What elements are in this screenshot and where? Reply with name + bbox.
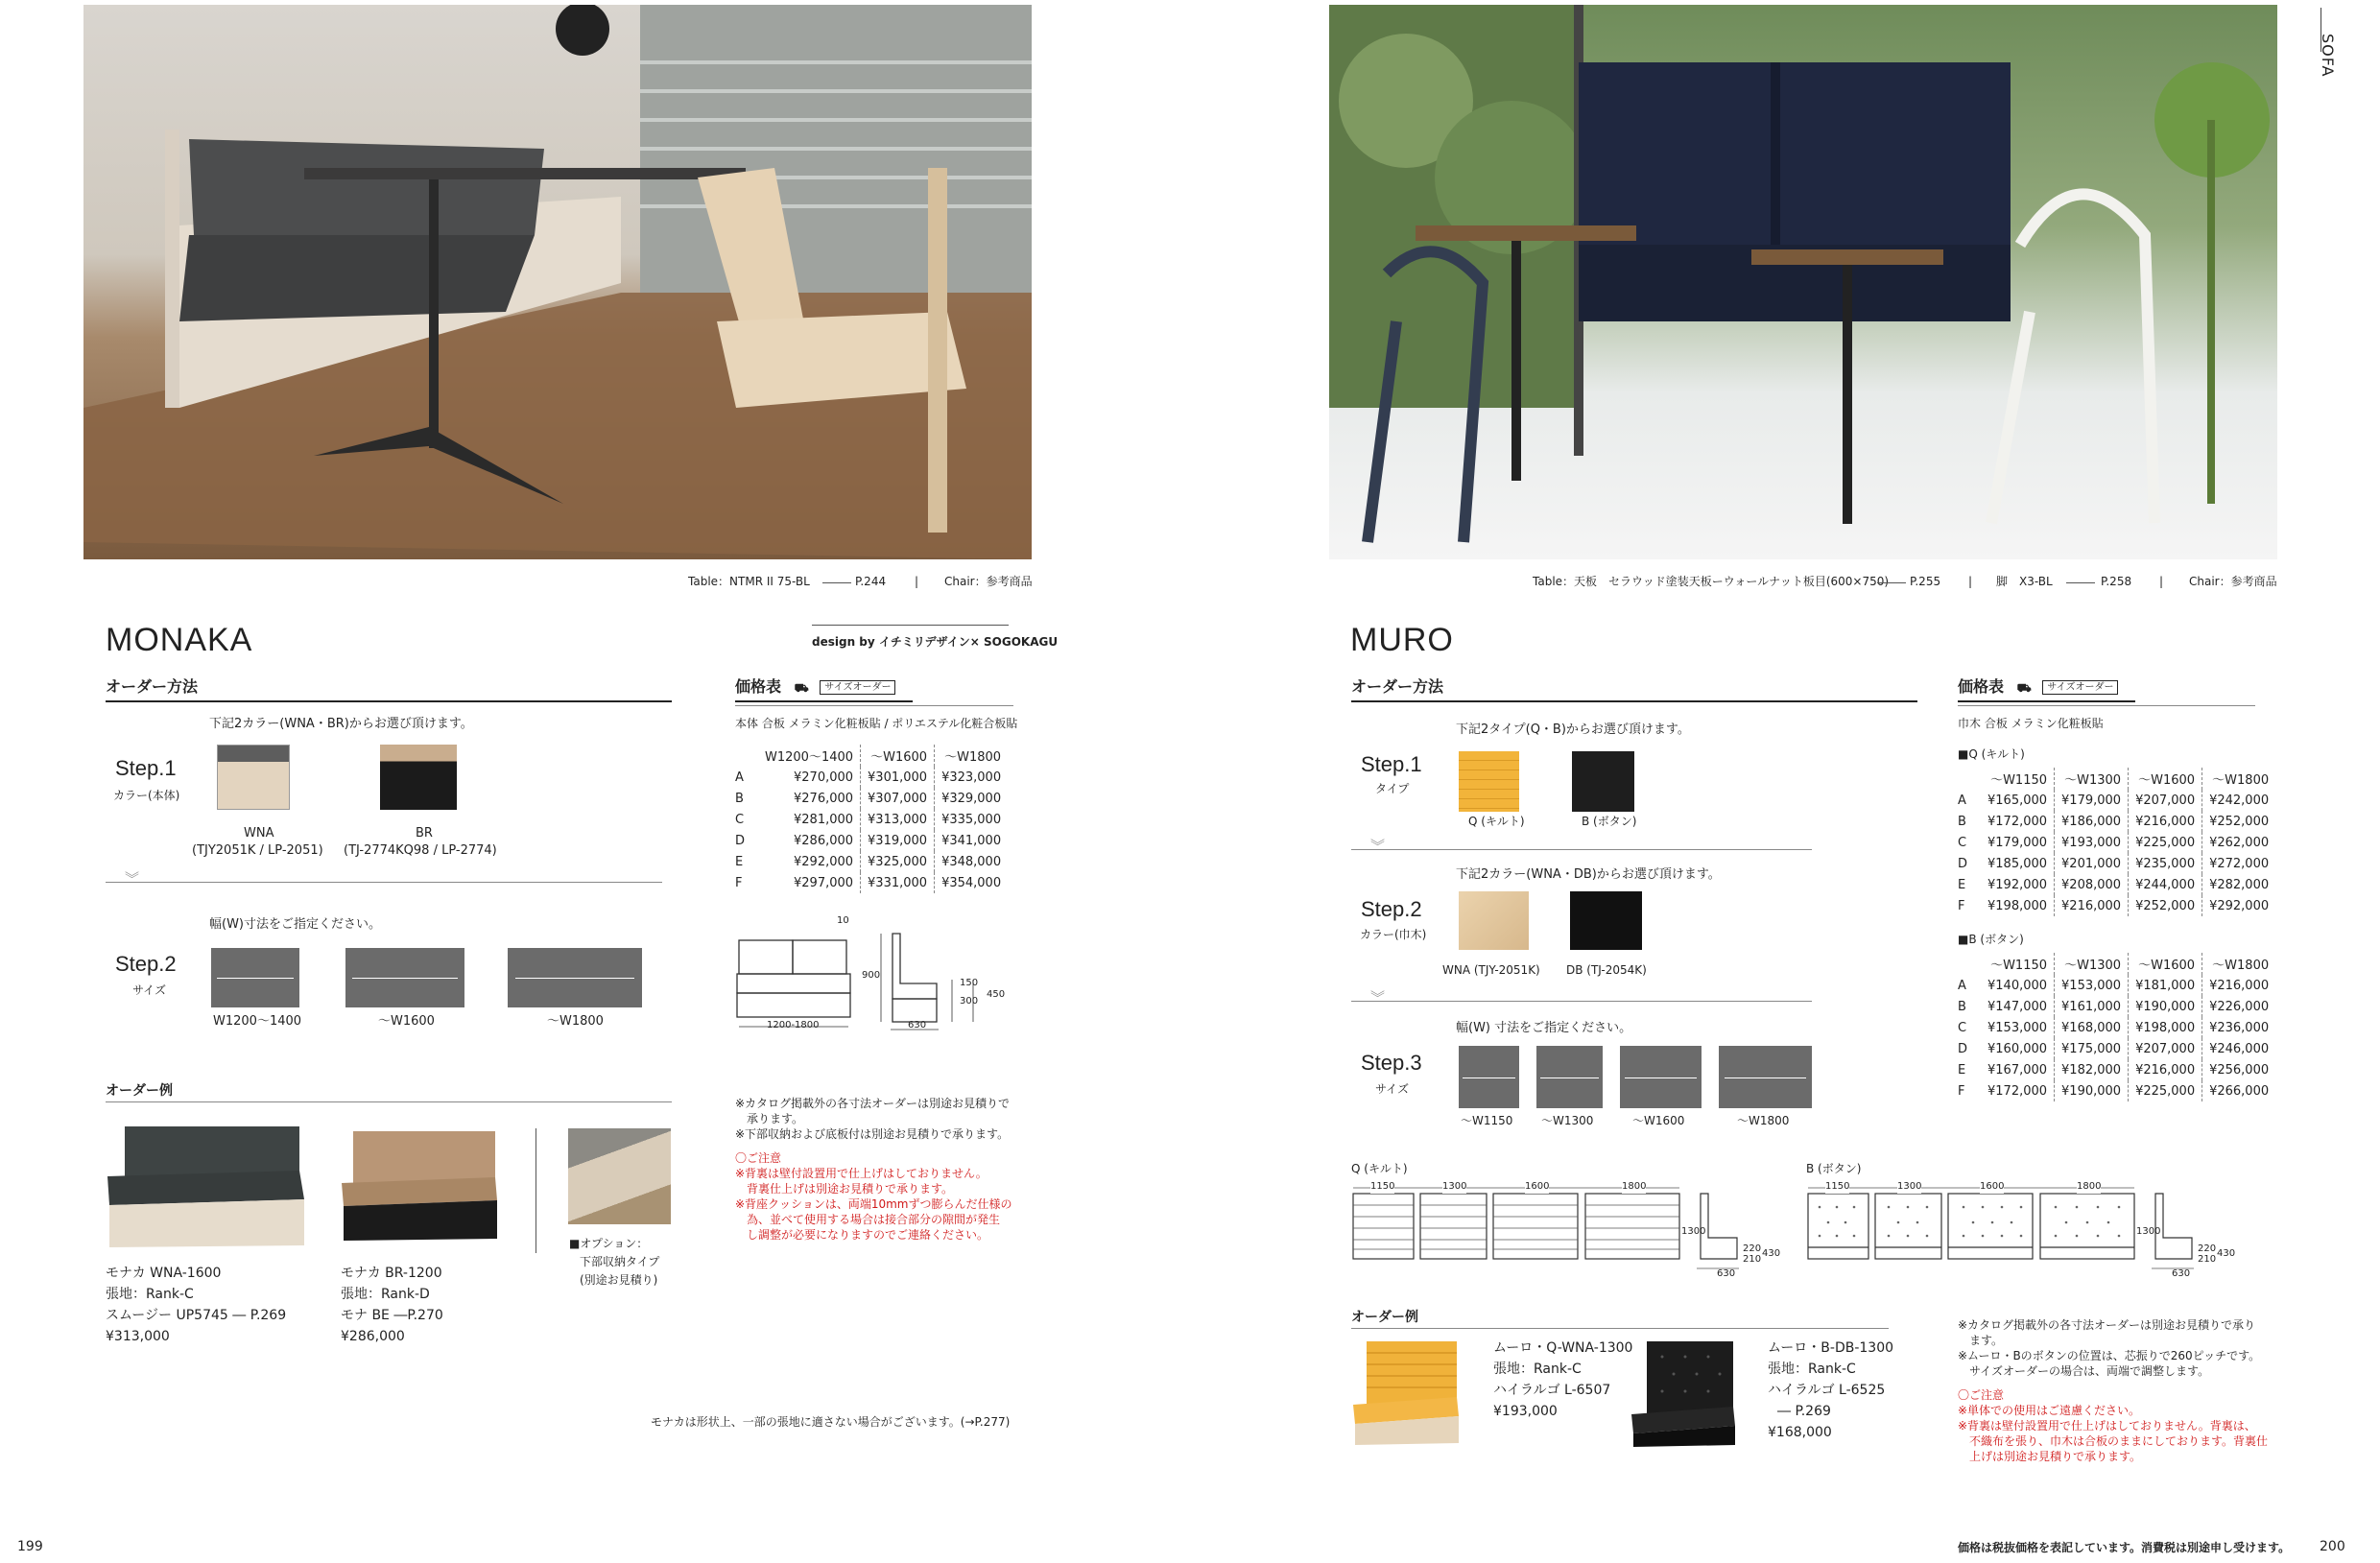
muro-q-dim-210: 210 xyxy=(1743,1254,1762,1265)
table-row xyxy=(1958,1017,2275,1038)
table-cell: ¥185,000 xyxy=(1981,853,2055,874)
muro-b-dim-1800: 1800 xyxy=(2077,1181,2102,1192)
table-cell: ～W1150 xyxy=(1981,768,2055,790)
monaka-caption-table: Table：NTMR II 75-BL xyxy=(688,575,810,588)
monaka-example-2-name: モナカ BR-1200 xyxy=(341,1266,442,1281)
muro-b-dim-1150: 1150 xyxy=(1825,1181,1850,1192)
table-cell: ¥329,000 xyxy=(941,791,1002,806)
swatch-wna-baseboard[interactable] xyxy=(1459,891,1529,950)
muro-q-price-table xyxy=(1958,768,2275,916)
table-cell: D xyxy=(1958,856,1968,871)
table-row xyxy=(1958,1059,2275,1080)
swatch-br-code: (TJ-2774KQ98 / LP-2774) xyxy=(344,843,497,858)
table-row xyxy=(735,851,1008,872)
muro-note-2: ます。 xyxy=(1958,1334,2004,1347)
size-box-1400[interactable] xyxy=(211,948,299,1007)
table-cell: ～W1800 xyxy=(2212,773,2270,788)
table-cell: ～W1600 xyxy=(2129,768,2202,790)
table-cell: ¥252,000 xyxy=(2129,895,2202,916)
dim-150: 150 xyxy=(960,978,979,988)
swatch-br-name: BR xyxy=(416,826,433,841)
example-rule xyxy=(106,1101,672,1102)
table-cell: ¥165,000 xyxy=(1981,790,2055,811)
monaka-caution-heading: 〇ご注意 xyxy=(735,1151,782,1165)
monaka-example-1-material: スムージー UP5745 ― P.269 xyxy=(106,1308,287,1323)
table-cell: ¥335,000 xyxy=(941,812,1002,827)
muro-caution-1: ※単体での使用はご遠慮ください。 xyxy=(1958,1404,2141,1417)
table-cell: ¥246,000 xyxy=(2209,1041,2270,1056)
swatch-wna-name: WNA xyxy=(244,826,274,841)
table-cell: ¥297,000 xyxy=(758,872,861,893)
muro-example-2-material: ハイラルゴ L-6525 xyxy=(1768,1383,1886,1398)
muro-caption-table-page: P.255 xyxy=(1910,575,1941,588)
size-order-badge: サイズオーダー xyxy=(820,680,895,696)
muro-note-3: ※ムーロ・Bのボタンの位置は、芯振りで260ピッチです。 xyxy=(1958,1349,2261,1362)
muro-q-dim-430: 430 xyxy=(1762,1248,1781,1259)
muro-caption-leg: 脚 X3-BL xyxy=(1996,575,2053,588)
monaka-example-heading: オーダー例 xyxy=(106,1083,173,1099)
table-cell: ¥167,000 xyxy=(1981,1059,2055,1080)
truck-icon: ⛟ xyxy=(2016,681,2032,695)
table-cell: A xyxy=(1958,793,1966,808)
size-order-badge: サイズオーダー xyxy=(2042,680,2118,696)
table-cell: ¥140,000 xyxy=(1981,975,2055,996)
table-cell: ¥175,000 xyxy=(2055,1038,2129,1059)
col-header: W1200～1400 xyxy=(758,745,861,767)
example-rule xyxy=(1351,1328,1889,1329)
swatch-wna[interactable] xyxy=(217,745,290,810)
caption-divider: | xyxy=(2159,575,2164,588)
table-cell: ¥216,000 xyxy=(2129,811,2202,832)
swatch-b-button[interactable] xyxy=(1572,751,1634,812)
muro-price-b-label: ■B (ボタン) xyxy=(1958,933,2024,946)
monaka-price-table xyxy=(735,745,1008,893)
muro-price-q-label: ■Q (キルト) xyxy=(1958,747,2025,761)
muro-example-1-material: ハイラルゴ L-6507 xyxy=(1493,1383,1611,1398)
monaka-photo xyxy=(83,5,1032,559)
swatch-q-quilt[interactable] xyxy=(1459,751,1519,812)
table-cell: C xyxy=(1958,835,1967,850)
table-cell: ¥242,000 xyxy=(2209,793,2270,808)
muro-q-dim-1600: 1600 xyxy=(1525,1181,1550,1192)
monaka-step1: Step.1 xyxy=(115,756,177,780)
price-rule xyxy=(735,705,1013,706)
table-row xyxy=(1958,996,2275,1017)
monaka-caution-5: し調整が必要になりますのでご連絡ください。 xyxy=(735,1228,989,1242)
muro-order-heading: オーダー方法 xyxy=(1351,676,1917,702)
table-cell: ¥216,000 xyxy=(2055,895,2129,916)
muro-size-box-1800[interactable] xyxy=(1719,1046,1812,1108)
muro-q-dim-1150: 1150 xyxy=(1370,1181,1395,1192)
dim-300: 300 xyxy=(960,996,979,1006)
muro-b-dim-1300h: 1300 xyxy=(2136,1226,2161,1237)
table-cell: ¥190,000 xyxy=(2055,1080,2129,1101)
size-box-1800[interactable] xyxy=(508,948,642,1007)
muro-note-4: サイズオーダーの場合は、両端で調整します。 xyxy=(1958,1364,2210,1378)
chevron-down-icon: ︾ xyxy=(1370,838,1386,855)
table-cell: ¥201,000 xyxy=(2055,853,2129,874)
table-cell: ¥325,000 xyxy=(861,851,935,872)
table-cell: ¥193,000 xyxy=(2055,832,2129,853)
table-cell: ¥198,000 xyxy=(2129,1017,2202,1038)
table-cell: A xyxy=(735,770,744,785)
table-row xyxy=(1958,853,2275,874)
monaka-example-1-name: モナカ WNA-1600 xyxy=(106,1266,222,1281)
muro-caution-2: ※背裏は壁付設置用で仕上げはしておりません。背裏は、 xyxy=(1958,1419,2256,1433)
table-row xyxy=(735,788,1008,809)
muro-color-db: DB (TJ-2054K) xyxy=(1566,963,1647,977)
table-cell: ¥292,000 xyxy=(2209,898,2270,913)
table-cell: B xyxy=(1958,814,1966,829)
swatch-br[interactable] xyxy=(380,745,457,810)
page-number-right: 200 xyxy=(2320,1539,2345,1554)
muro-b-dim-430: 430 xyxy=(2217,1248,2236,1259)
table-header xyxy=(735,745,1008,767)
monaka-caution-4: 為、並べて使用する場合は接合部分の隙間が発生 xyxy=(735,1213,1001,1226)
table-cell: ¥190,000 xyxy=(2129,996,2202,1017)
monaka-price-heading xyxy=(735,676,913,702)
table-cell: F xyxy=(735,875,743,890)
monaka-step1-instruction: 下記2カラー(WNA・BR)からお選び頂けます。 xyxy=(209,717,473,731)
table-cell: ¥226,000 xyxy=(2209,999,2270,1014)
monaka-step1-label: カラー(本体) xyxy=(113,789,180,802)
muro-size-1300: ～W1300 xyxy=(1541,1114,1594,1127)
table-cell: ¥323,000 xyxy=(941,770,1002,785)
muro-title: MURO xyxy=(1350,622,1454,658)
muro-q-dim-1300h: 1300 xyxy=(1681,1226,1706,1237)
muro-caption-chair: Chair：参考商品 xyxy=(2189,575,2277,588)
caption-leader xyxy=(2066,582,2095,583)
step-divider xyxy=(106,882,662,883)
table-cell: ¥354,000 xyxy=(941,875,1002,890)
muro-size-box-1150[interactable] xyxy=(1459,1046,1519,1108)
table-cell: ～W1150 xyxy=(1981,953,2055,975)
table-cell: ¥301,000 xyxy=(861,767,935,788)
monaka-step2: Step.2 xyxy=(115,952,177,976)
table-cell: ¥307,000 xyxy=(861,788,935,809)
side-label-bar xyxy=(2320,8,2321,52)
size-label-1400: W1200～1400 xyxy=(213,1014,302,1029)
muro-example-2-page: ― P.269 xyxy=(1777,1404,1831,1419)
monaka-caption-chair: Chair：参考商品 xyxy=(944,575,1033,588)
example-sofa-q xyxy=(1353,1339,1459,1445)
table-cell: ¥252,000 xyxy=(2209,814,2270,829)
swatch-db-baseboard[interactable] xyxy=(1570,891,1642,950)
muro-example-1-name: ムーロ・Q-WNA-1300 xyxy=(1493,1340,1633,1356)
caption-leader xyxy=(1877,582,1906,583)
table-row xyxy=(1958,874,2275,895)
table-row xyxy=(1958,832,2275,853)
table-cell: ¥244,000 xyxy=(2129,874,2202,895)
example-sofa-wna xyxy=(107,1123,304,1249)
table-cell: ¥161,000 xyxy=(2055,996,2129,1017)
table-cell: ¥225,000 xyxy=(2129,1080,2202,1101)
col-header: ～W1600 xyxy=(861,745,935,767)
table-header xyxy=(1958,768,2275,790)
table-cell: F xyxy=(1958,898,1965,913)
table-cell: ¥270,000 xyxy=(758,767,861,788)
example-sofa-b xyxy=(1630,1339,1735,1447)
table-cell: C xyxy=(735,812,745,827)
table-row xyxy=(1958,975,2275,996)
table-cell: ¥181,000 xyxy=(2129,975,2202,996)
monaka-caution-3: ※背座クッションは、両端10mmずつ膨らんだ仕様の xyxy=(735,1197,1012,1211)
col-header: ～W1800 xyxy=(944,750,1002,765)
muro-step3: Step.3 xyxy=(1361,1051,1422,1075)
table-row xyxy=(1958,790,2275,811)
muro-example-heading: オーダー例 xyxy=(1351,1310,1418,1325)
muro-caution-3: 不織布を張り、巾木は合板のままにしております。背裏仕 xyxy=(1958,1434,2269,1448)
muro-diagram-b-label: B (ボタン) xyxy=(1806,1162,1862,1175)
muro-step1-instruction: 下記2タイプ(Q・B)からお選び頂けます。 xyxy=(1456,722,1690,737)
monaka-title: MONAKA xyxy=(106,622,253,658)
muro-step1: Step.1 xyxy=(1361,752,1422,776)
muro-size-1600: ～W1600 xyxy=(1632,1114,1685,1127)
table-cell: B xyxy=(735,791,744,806)
muro-price-heading xyxy=(1958,676,2135,702)
muro-caption-table: Table：天板 セラウッド塗装天板ーウォールナット板目(600×750) xyxy=(1533,575,1890,588)
monaka-order-heading: オーダー方法 xyxy=(106,676,672,702)
muro-size-box-1600[interactable] xyxy=(1620,1046,1702,1108)
option-storage-photo xyxy=(568,1128,671,1224)
muro-step2-label: カラー(巾木) xyxy=(1360,928,1427,941)
caption-divider: | xyxy=(1968,575,1973,588)
muro-caption-leg-page: P.258 xyxy=(2101,575,2132,588)
tax-note: 価格は税抜価格を表記しています。消費税は別途申し受けます。 xyxy=(1958,1541,2291,1554)
monaka-caption-table-page: P.244 xyxy=(855,575,887,588)
table-cell: ～W1300 xyxy=(2055,953,2129,975)
table-cell: ¥153,000 xyxy=(1981,1017,2055,1038)
muro-example-2-price: ¥168,000 xyxy=(1768,1425,1832,1440)
table-cell xyxy=(1958,953,1981,975)
step-divider xyxy=(1351,849,1812,850)
price-heading-text: 価格表 xyxy=(735,677,782,696)
monaka-step2-label: サイズ xyxy=(132,983,167,997)
muro-b-dim-1600: 1600 xyxy=(1980,1181,2005,1192)
muro-color-wna: WNA (TJY-2051K) xyxy=(1442,963,1540,977)
table-row xyxy=(735,809,1008,830)
muro-b-dim-220: 220 xyxy=(2198,1243,2217,1254)
muro-step3-instruction: 幅(W) 寸法をご指定ください。 xyxy=(1456,1021,1632,1035)
muro-q-dim-1800: 1800 xyxy=(1622,1181,1647,1192)
muro-note-1: ※カタログ掲載外の各寸法オーダーは別途お見積りで承り xyxy=(1958,1318,2256,1332)
table-cell xyxy=(735,745,758,767)
table-row xyxy=(1958,1080,2275,1101)
table-row xyxy=(1958,895,2275,916)
table-header xyxy=(1958,953,2275,975)
table-cell: ¥319,000 xyxy=(861,830,935,851)
muro-diagram-q-label: Q (キルト) xyxy=(1351,1162,1408,1175)
monaka-price-material: 本体 合板 メラミン化粧板貼 / ポリエステル化粧合板貼 xyxy=(735,717,1018,730)
table-cell: ¥198,000 xyxy=(1981,895,2055,916)
table-row xyxy=(735,767,1008,788)
table-cell: ¥292,000 xyxy=(758,851,861,872)
caption-leader xyxy=(822,582,851,583)
monaka-example-2-fabric: 張地：Rank-D xyxy=(341,1287,430,1302)
table-cell: ¥172,000 xyxy=(1981,1080,2055,1101)
table-row xyxy=(1958,1038,2275,1059)
table-cell: ～W1800 xyxy=(2212,959,2270,973)
monaka-note-3: ※下部収納および底板付は別途お見積りで承ります。 xyxy=(735,1127,1010,1141)
monaka-example-2-price: ¥286,000 xyxy=(341,1329,405,1344)
dim-10: 10 xyxy=(837,915,849,926)
table-cell xyxy=(1958,768,1981,790)
muro-caution-heading: 〇ご注意 xyxy=(1958,1388,2005,1402)
table-cell: ¥182,000 xyxy=(2055,1059,2129,1080)
muro-example-2-name: ムーロ・B-DB-1300 xyxy=(1768,1340,1894,1356)
chevron-down-icon: ︾ xyxy=(1370,989,1386,1006)
size-label-1800: ～W1800 xyxy=(547,1014,604,1029)
muro-b-dim-1300: 1300 xyxy=(1897,1181,1922,1192)
muro-example-2-fabric: 張地：Rank-C xyxy=(1768,1362,1856,1377)
dim-depth: 630 xyxy=(908,1020,927,1030)
table-cell: ¥262,000 xyxy=(2209,835,2270,850)
table-cell: ¥207,000 xyxy=(2129,1038,2202,1059)
muro-step1-label: タイプ xyxy=(1375,782,1410,795)
monaka-step2-instruction: 幅(W)寸法をご指定ください。 xyxy=(209,917,381,932)
table-cell: ¥179,000 xyxy=(1981,832,2055,853)
designer-rule xyxy=(812,625,1009,626)
example-sofa-br xyxy=(342,1127,497,1241)
dim-450: 450 xyxy=(987,989,1006,1000)
chevron-down-icon: ︾ xyxy=(125,870,140,888)
muro-b-price-table xyxy=(1958,953,2275,1101)
price-heading-text: 価格表 xyxy=(1958,677,2005,696)
monaka-example-1-price: ¥313,000 xyxy=(106,1329,170,1344)
muro-size-box-1300[interactable] xyxy=(1536,1046,1603,1108)
table-cell: ¥208,000 xyxy=(2055,874,2129,895)
table-cell: E xyxy=(735,854,744,869)
monaka-footnote: モナカは形状上、一部の張地に適さない場合がございます。(→P.277) xyxy=(651,1415,1011,1429)
dim-width: 1200-1800 xyxy=(767,1020,820,1030)
muro-q-dim-1300: 1300 xyxy=(1442,1181,1467,1192)
muro-step3-label: サイズ xyxy=(1375,1082,1410,1096)
table-cell: ¥331,000 xyxy=(861,872,935,893)
table-cell: D xyxy=(735,833,746,848)
monaka-example-2-material: モナ BE ―P.270 xyxy=(341,1308,443,1323)
muro-example-1-price: ¥193,000 xyxy=(1493,1404,1558,1419)
muro-type-q: Q (キルト) xyxy=(1468,815,1525,828)
table-cell: ¥172,000 xyxy=(1981,811,2055,832)
table-row xyxy=(735,872,1008,893)
option-text-2: 下部収納タイプ xyxy=(580,1255,660,1268)
truck-icon: ⛟ xyxy=(794,681,809,695)
swatch-wna-code: (TJY2051K / LP-2051) xyxy=(192,843,323,858)
table-cell: ¥168,000 xyxy=(2055,1017,2129,1038)
table-cell: ¥216,000 xyxy=(2209,978,2270,993)
muro-photo xyxy=(1329,5,2277,559)
table-cell: ¥286,000 xyxy=(758,830,861,851)
table-cell: ¥256,000 xyxy=(2209,1062,2270,1078)
table-cell: ¥160,000 xyxy=(1981,1038,2055,1059)
muro-b-dim-630: 630 xyxy=(2172,1268,2191,1279)
size-box-1600[interactable] xyxy=(345,948,464,1007)
table-cell: ¥207,000 xyxy=(2129,790,2202,811)
table-cell: ～W1600 xyxy=(2129,953,2202,975)
table-cell: ¥341,000 xyxy=(941,833,1002,848)
table-cell: B xyxy=(1958,999,1966,1014)
dim-900: 900 xyxy=(862,970,881,981)
monaka-caution-1: ※背裏は壁付設置用で仕上げはしておりません。 xyxy=(735,1167,988,1180)
table-cell: ¥276,000 xyxy=(758,788,861,809)
monaka-caution-2: 背裏仕上げは別途お見積りで承ります。 xyxy=(735,1182,954,1196)
monaka-note-1: ※カタログ掲載外の各寸法オーダーは別途お見積りで xyxy=(735,1097,1011,1110)
muro-q-drawing xyxy=(1351,1182,1783,1278)
table-cell: ¥282,000 xyxy=(2209,877,2270,892)
table-cell: ¥192,000 xyxy=(1981,874,2055,895)
page-number-left: 199 xyxy=(17,1539,43,1554)
side-label: SOFA xyxy=(2319,34,2337,78)
table-cell: ～W1300 xyxy=(2055,768,2129,790)
table-cell: ¥236,000 xyxy=(2209,1020,2270,1035)
muro-q-dim-630: 630 xyxy=(1717,1268,1736,1279)
table-cell: ¥266,000 xyxy=(2209,1083,2270,1099)
muro-type-b: B (ボタン) xyxy=(1582,815,1637,828)
table-cell: D xyxy=(1958,1041,1968,1056)
table-cell: C xyxy=(1958,1020,1967,1035)
table-cell: ¥281,000 xyxy=(758,809,861,830)
table-cell: ¥186,000 xyxy=(2055,811,2129,832)
table-cell: ¥313,000 xyxy=(861,809,935,830)
table-cell: ¥153,000 xyxy=(2055,975,2129,996)
table-cell: ¥225,000 xyxy=(2129,832,2202,853)
table-cell: E xyxy=(1958,1062,1966,1078)
table-cell: F xyxy=(1958,1083,1965,1099)
muro-example-1-fabric: 張地：Rank-C xyxy=(1493,1362,1582,1377)
table-cell: ¥235,000 xyxy=(2129,853,2202,874)
option-text-1: ■オプション： xyxy=(569,1237,649,1250)
muro-b-drawing xyxy=(1806,1182,2238,1278)
step-divider xyxy=(1351,1001,1812,1002)
size-label-1600: ～W1600 xyxy=(378,1014,435,1029)
muro-caution-4: 上げは別途お見積りで承ります。 xyxy=(1958,1450,2142,1463)
table-cell: A xyxy=(1958,978,1966,993)
muro-price-material: 巾木 合板 メラミン化粧板貼 xyxy=(1958,717,2104,730)
monaka-note-2: 承ります。 xyxy=(735,1112,804,1125)
muro-step2-instruction: 下記2カラー(WNA・DB)からお選び頂けます。 xyxy=(1456,867,1721,882)
table-cell: E xyxy=(1958,877,1966,892)
muro-size-1150: ～W1150 xyxy=(1461,1114,1513,1127)
caption-divider: | xyxy=(915,575,919,588)
price-rule xyxy=(1958,705,2255,706)
table-cell: ¥216,000 xyxy=(2129,1059,2202,1080)
table-row xyxy=(735,830,1008,851)
muro-size-1800: ～W1800 xyxy=(1737,1114,1790,1127)
muro-step2: Step.2 xyxy=(1361,897,1422,921)
table-cell: ¥272,000 xyxy=(2209,856,2270,871)
table-cell: ¥179,000 xyxy=(2055,790,2129,811)
option-text-3: (別途お見積り) xyxy=(580,1273,658,1287)
muro-b-dim-210: 210 xyxy=(2198,1254,2217,1265)
monaka-designer: design by イチミリデザイン× SOGOKAGU xyxy=(812,635,1059,649)
table-cell: ¥147,000 xyxy=(1981,996,2055,1017)
table-cell: ¥348,000 xyxy=(941,854,1002,869)
table-row xyxy=(1958,811,2275,832)
muro-q-dim-220: 220 xyxy=(1743,1243,1762,1254)
monaka-example-1-fabric: 張地：Rank-C xyxy=(106,1287,194,1302)
